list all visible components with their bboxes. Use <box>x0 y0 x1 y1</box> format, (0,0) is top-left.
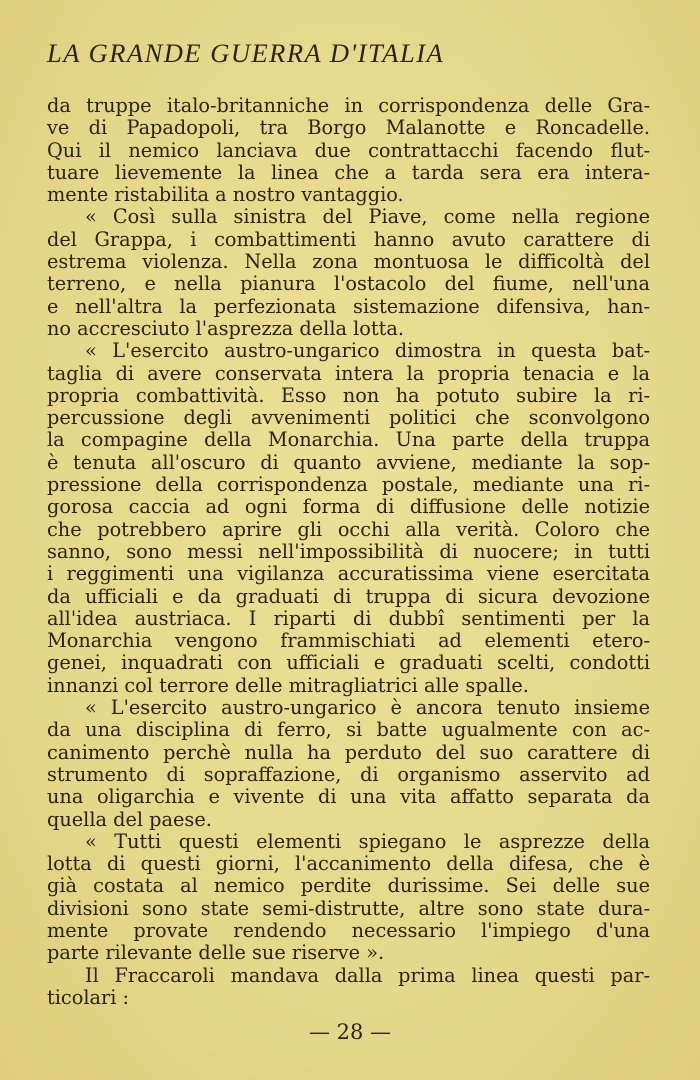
text-line: ve di Papadopoli, tra Borgo Malanotte e Roncadelle. <box>47 117 650 140</box>
text-line: la compagine della Monarchia. Una parte della truppa <box>47 429 650 452</box>
text-line: pressione della corrispondenza postale, mediante una ri- <box>47 474 650 497</box>
paragraph <box>47 697 650 831</box>
text-line: tuare lievemente la linea che a tarda sera era intera- <box>47 161 650 184</box>
text-line: quella del paese. <box>47 808 212 831</box>
text-line: genei, inquadrati con ufficiali e graduati scelti, condotti <box>47 652 650 675</box>
text-line: che potrebbero aprire gli occhi alla verità. Coloro che <box>47 518 650 541</box>
text-line: mente ristabilita a nostro vantaggio. <box>47 184 404 207</box>
text-line: già costata al nemico perdite durissime. Sei delle sue <box>47 875 650 898</box>
text-line: « Così sulla sinistra del Piave, come nella regione <box>85 206 650 229</box>
paragraph <box>47 95 650 206</box>
text-line: taglia di avere conservata intera la propria tenacia e la <box>47 362 650 385</box>
text-line: « Tutti questi elementi spiegano le asprezze della <box>85 830 650 853</box>
text-line: terreno, e nella pianura l'ostacolo del fiume, nell'una <box>47 273 650 296</box>
text-line: del Grappa, i combattimenti hanno avuto carattere di <box>47 228 650 251</box>
text-line: all'idea austriaca. I riparti di dubbî sentimenti per la <box>47 607 650 630</box>
text-line: Monarchia vengono frammischiati ad elementi etero- <box>47 630 650 653</box>
page-number: — 28 — <box>308 1020 392 1044</box>
text-line: è tenuta all'oscuro di quanto avviene, mediante la sop- <box>47 451 650 474</box>
text-line: mente provate rendendo necessario l'impiego d'una <box>47 919 650 942</box>
paragraph <box>47 340 650 697</box>
text-line: ticolari : <box>47 986 129 1009</box>
text-line: divisioni sono state semi-distrutte, altre sono state dura- <box>47 897 650 920</box>
text-line: e nell'altra la perfezionata sistemazione difensiva, han- <box>47 295 650 318</box>
text-line: gorosa caccia ad ogni forma di diffusione delle notizie <box>47 496 650 519</box>
paragraph <box>47 206 650 340</box>
running-head: LA GRANDE GUERRA D'ITALIA <box>47 38 445 68</box>
paragraph <box>47 965 650 1010</box>
text-line: da truppe italo-britanniche in corrispondenza delle Gra- <box>47 95 650 117</box>
body-text <box>47 95 650 1009</box>
text-line: canimento perchè nulla ha perduto del suo carattere di <box>47 741 650 764</box>
text-line: i reggimenti una vigilanza accuratissima viene esercitata <box>47 563 650 586</box>
text-line: estrema violenza. Nella zona montuosa le difficoltà del <box>47 251 650 274</box>
text-line: lotta di questi giorni, l'accanimento della difesa, che è <box>47 853 650 876</box>
text-line: « L'esercito austro-ungarico dimostra in questa bat- <box>85 340 650 363</box>
text-line: da una disciplina di ferro, si batte ugualmente con ac- <box>47 719 650 742</box>
text-line: Qui il nemico lanciava due contrattacchi facendo flut- <box>47 139 650 162</box>
text-line: propria combattività. Esso non ha potuto subire la ri- <box>47 384 650 407</box>
text-line: « L'esercito austro-ungarico è ancora tenuto insieme <box>85 697 650 720</box>
text-line: strumento di sopraffazione, di organismo asservito ad <box>47 763 650 786</box>
text-line: da ufficiali e da graduati di truppa di sicura devozione <box>47 585 650 608</box>
text-line: parte rilevante delle sue riserve ». <box>47 942 385 965</box>
text-line: innanzi col terrore delle mitragliatrici alle spalle. <box>47 674 529 697</box>
paragraph <box>47 831 650 965</box>
text-line: no accresciuto l'asprezza della lotta. <box>47 317 405 340</box>
text-line: una oligarchia e vivente di una vita affatto separata da <box>47 786 650 809</box>
text-line: percussione degli avvenimenti politici che sconvolgono <box>47 407 650 430</box>
text-line: sanno, sono messi nell'impossibilità di nuocere; in tutti <box>47 540 650 563</box>
text-line: Il Fraccaroli mandava dalla prima linea questi par- <box>85 964 650 987</box>
